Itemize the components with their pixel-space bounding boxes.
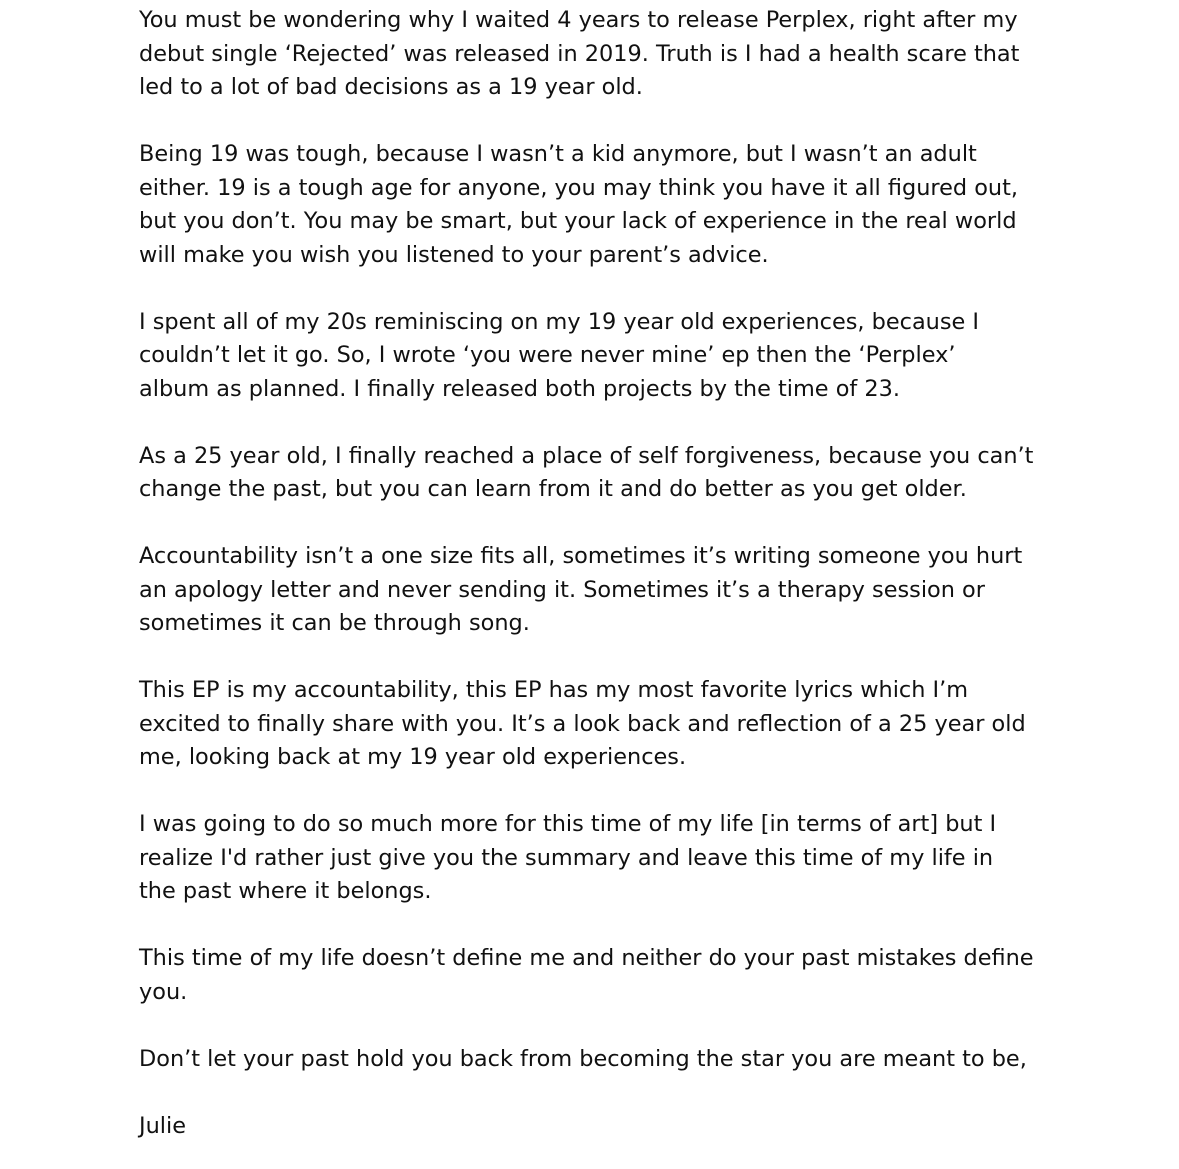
paragraph-line: sometimes it can be through song.	[139, 610, 530, 636]
paragraph-line: As a 25 year old, I finally reached a place of self forgiveness, because you can’t	[139, 442, 1034, 469]
paragraph-line: you.	[139, 978, 188, 1005]
paragraph-line: realize I'd rather just give you the summary and leave this time of my life in	[139, 844, 994, 871]
paragraph-line: You must be wondering why I waited 4 years to release Perplex, right after my	[139, 7, 1018, 33]
paragraph-6	[139, 674, 1054, 775]
paragraph-line: I was going to do so much more for this time of my life [in terms of art] but I	[139, 811, 997, 837]
letter-body	[139, 4, 1054, 1143]
paragraph-line: Accountability isn’t a one size fits all, sometimes it’s writing someone you hurt	[139, 543, 1023, 569]
paragraph-line: will make you wish you listened to your parent’s advice.	[139, 241, 769, 268]
paragraph-line: led to a lot of bad decisions as a 19 year old.	[139, 74, 643, 100]
paragraph-8	[139, 942, 1054, 1009]
paragraph-line: couldn’t let it go. So, I wrote ‘you were never mine’ ep then the ‘Perplex’	[139, 342, 956, 368]
paragraph-line: either. 19 is a tough age for anyone, you may think you have it all figured out,	[139, 174, 1019, 201]
paragraph-line: the past where it belongs.	[139, 878, 432, 904]
paragraph-7	[139, 808, 1054, 909]
paragraph-line: This time of my life doesn’t define me and neither do your past mistakes define	[139, 945, 1034, 971]
paragraph-line: I spent all of my 20s reminiscing on my 19 year old experiences, because I	[139, 308, 980, 335]
paragraph-line: but you don’t. You may be smart, but your lack of experience in the real world	[139, 208, 1017, 234]
paragraph-5	[139, 540, 1054, 641]
paragraph-line: This EP is my accountability, this EP has my most favorite lyrics which I’m	[139, 677, 969, 703]
paragraph-line: excited to finally share with you. It’s a look back and reflection of a 25 year old	[139, 710, 1026, 737]
paragraph-9	[139, 1043, 1054, 1077]
paragraph-line: Being 19 was tough, because I wasn’t a kid anymore, but I wasn’t an adult	[139, 141, 977, 167]
paragraph-line: change the past, but you can learn from it and do better as you get older.	[139, 476, 967, 502]
paragraph-2	[139, 138, 1054, 272]
paragraph-1	[139, 4, 1054, 105]
paragraph-line: me, looking back at my 19 year old experiences.	[139, 744, 687, 770]
paragraph-line: an apology letter and never sending it. Sometimes it’s a therapy session or	[139, 576, 985, 603]
paragraph-line: Don’t let your past hold you back from becoming the star you are meant to be,	[139, 1045, 1027, 1072]
paragraph-line: debut single ‘Rejected’ was released in 2019. Truth is I had a health scare that	[139, 40, 1020, 67]
signature: Julie	[139, 1112, 187, 1139]
paragraph-3	[139, 306, 1054, 407]
paragraph-4	[139, 440, 1054, 507]
paragraph-line: album as planned. I finally released both projects by the time of 23.	[139, 375, 901, 402]
